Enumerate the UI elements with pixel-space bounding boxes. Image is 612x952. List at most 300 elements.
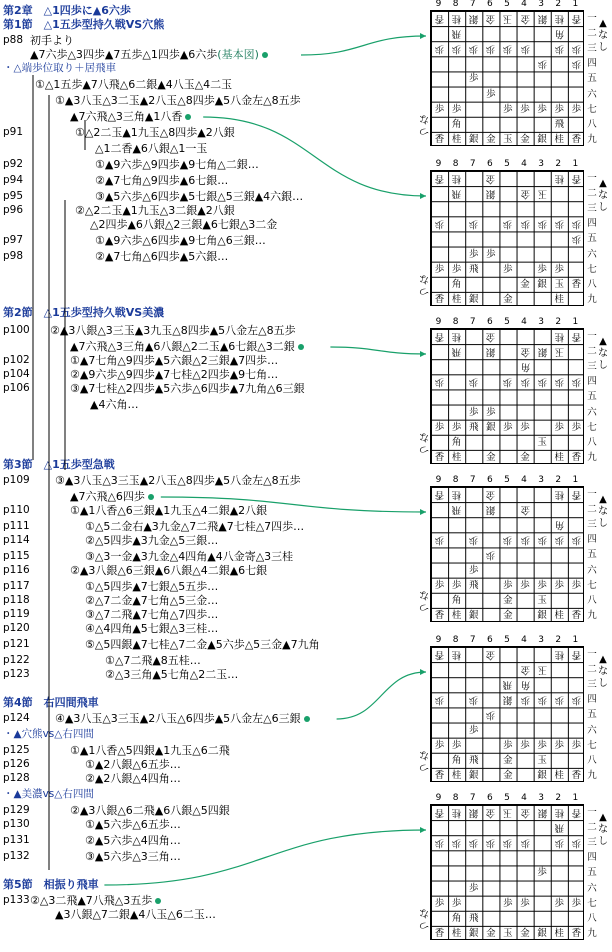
shogi-piece: 桂	[554, 293, 565, 305]
shogi-piece: 桂	[554, 331, 565, 342]
move-sequence: 第4節 右四間飛車	[3, 696, 99, 709]
shogi-piece: 金	[520, 346, 530, 358]
move-sequence: ③▲5六歩△3三角…	[85, 850, 181, 863]
move-sequence: ①▲3八玉△3二玉▲2八玉△8四歩▲5八金左△8五歩	[55, 94, 301, 107]
shogi-piece: 金	[486, 173, 496, 184]
move-text	[3, 787, 94, 802]
board-grid	[430, 10, 584, 146]
shogi-board	[418, 0, 612, 158]
shogi-piece: 銀	[486, 421, 496, 433]
shogi-piece: 角	[520, 679, 530, 691]
shogi-piece: 桂	[451, 13, 462, 24]
move-sequence: ▲7六歩△3四歩▲7五歩△1四歩▲6六歩	[30, 48, 218, 61]
sente-hand: ▲ な し	[598, 178, 608, 213]
rank-label: 四	[587, 534, 597, 546]
shogi-piece: 金	[503, 594, 513, 606]
move-sequence: ▲7六飛△6四歩	[70, 490, 145, 503]
arrow-origin-dot	[298, 344, 304, 350]
move-text	[3, 727, 94, 742]
shogi-piece: 金	[503, 769, 513, 781]
page-number: p121	[3, 638, 30, 650]
file-label: 8	[452, 475, 459, 485]
page-number: p119	[3, 608, 30, 620]
file-label: 3	[538, 159, 545, 169]
page-number: p110	[3, 504, 30, 516]
file-label: 5	[504, 635, 510, 645]
shogi-piece: 歩	[537, 534, 547, 546]
file-label: 7	[469, 159, 476, 169]
file-label: 3	[538, 475, 545, 485]
shogi-piece: 角	[554, 519, 565, 531]
shogi-piece: 歩	[468, 73, 479, 85]
file-label: 1	[572, 0, 579, 9]
rank-label: 九	[587, 769, 597, 781]
shogi-piece: 歩	[434, 897, 445, 909]
rank-label: 六	[587, 564, 597, 576]
page-number: p124	[3, 712, 30, 724]
page-number: p91	[3, 126, 24, 138]
shogi-piece: 桂	[451, 331, 462, 342]
shogi-piece: 銀	[486, 188, 496, 200]
shogi-piece: 歩	[503, 218, 513, 230]
arrow-origin-dot	[185, 114, 191, 120]
page-number: p126	[3, 758, 30, 770]
shogi-piece: 玉	[554, 346, 565, 358]
page-number: p102	[3, 354, 30, 366]
file-label: 4	[521, 0, 527, 9]
shogi-board	[418, 318, 612, 476]
shogi-piece: 銀	[468, 293, 479, 305]
page-number: p123	[3, 668, 30, 680]
move-text	[3, 457, 115, 472]
move-text	[70, 339, 304, 354]
file-label: 4	[521, 159, 527, 169]
move-text	[85, 579, 218, 594]
move-sequence: 第1節 △1五歩型持久戦VS穴熊	[3, 18, 165, 31]
move-text	[95, 249, 228, 264]
page-number: p100	[3, 324, 30, 336]
shogi-piece: 香	[571, 278, 582, 290]
file-label: 1	[572, 475, 579, 485]
shogi-piece: 金	[503, 754, 513, 766]
move-sequence: ②△3二飛▲7八飛△3五歩	[30, 894, 153, 907]
shogi-piece: 歩	[468, 248, 479, 260]
move-text	[105, 653, 201, 668]
shogi-piece: 歩	[571, 694, 582, 706]
rank-label: 二	[587, 822, 597, 834]
shogi-piece: 銀	[537, 609, 547, 621]
file-label: 1	[572, 317, 579, 327]
rank-label: 一	[587, 173, 597, 184]
shogi-piece: 香	[434, 331, 445, 342]
shogi-piece: 歩	[571, 837, 582, 849]
shogi-piece: 桂	[451, 173, 462, 184]
shogi-piece: 歩	[537, 694, 547, 706]
move-sequence: ▲7六飛△3三角▲1八香	[70, 110, 183, 123]
page-number: p109	[3, 474, 30, 486]
shogi-board	[418, 636, 612, 794]
move-sequence: ①△5四歩▲7七銀△5五歩…	[85, 580, 219, 593]
shogi-piece: 桂	[554, 133, 565, 145]
shogi-piece: 歩	[537, 739, 547, 751]
shogi-piece: 歩	[468, 564, 479, 576]
file-label: 6	[486, 475, 493, 485]
shogi-piece: 歩	[468, 694, 479, 706]
shogi-piece: 歩	[503, 534, 513, 546]
gote-hand: つ な	[419, 589, 429, 612]
shogi-piece: 銀	[468, 13, 479, 24]
arrow-origin-dot	[304, 716, 310, 722]
shogi-piece: 桂	[554, 927, 565, 939]
shogi-piece: 玉	[503, 133, 513, 145]
shogi-piece: 歩	[554, 421, 565, 433]
shogi-piece: 玉	[537, 664, 547, 676]
rank-label: 一	[587, 13, 597, 24]
shogi-piece: 銀	[503, 694, 513, 706]
move-sequence: ③△7二飛▲7七角△7四歩…	[85, 608, 219, 621]
page-number: p117	[3, 580, 30, 592]
rank-label: 三	[587, 837, 597, 849]
shogi-piece: 金	[520, 13, 530, 24]
file-label: 6	[486, 159, 493, 169]
move-text	[55, 907, 216, 922]
shogi-piece: 金	[486, 489, 496, 500]
file-label: 7	[469, 475, 476, 485]
rank-label: 五	[587, 867, 597, 879]
move-sequence: ③▲5六歩△6四歩▲5七銀△5三銀▲4六銀…	[95, 190, 304, 203]
shogi-piece: 香	[434, 13, 445, 24]
move-text	[3, 695, 99, 710]
rank-label: 四	[587, 218, 597, 230]
file-label: 6	[486, 635, 493, 645]
rank-label: 五	[587, 73, 597, 85]
shogi-piece: 飛	[451, 504, 462, 516]
file-label: 9	[435, 793, 442, 803]
move-text	[95, 141, 207, 156]
file-label: 3	[538, 793, 545, 803]
move-text	[90, 217, 277, 232]
shogi-piece: 角	[554, 28, 565, 40]
shogi-piece: 歩	[554, 837, 565, 849]
file-label: 5	[504, 317, 510, 327]
move-sequence: ▲7六飛△3三角▲6八銀△2二玉▲6七銀△3二銀	[70, 340, 295, 353]
shogi-piece: 銀	[468, 769, 479, 781]
shogi-piece: 歩	[520, 534, 530, 546]
shogi-piece: 歩	[571, 897, 582, 909]
move-text	[85, 593, 218, 608]
file-label: 8	[452, 0, 459, 9]
shogi-piece: 歩	[503, 376, 513, 388]
shogi-piece: 歩	[468, 218, 479, 230]
rank-label: 一	[587, 649, 597, 660]
shogi-piece: 歩	[537, 867, 547, 879]
move-sequence: ②△5四歩▲3九金△5三銀…	[85, 534, 219, 547]
move-sequence: ①△1五歩▲7八飛△6二銀▲4八玉△4二玉	[35, 78, 233, 91]
shogi-piece: 玉	[503, 807, 513, 818]
move-sequence: ②▲5六歩△4四角…	[85, 834, 181, 847]
arrow-origin-dot	[148, 494, 154, 500]
move-text	[95, 173, 228, 188]
shogi-piece: 歩	[554, 376, 565, 388]
rank-label: 四	[587, 58, 597, 70]
move-sequence: ②▲7七角△6四歩▲5六銀…	[95, 250, 229, 263]
move-sequence: ②▲3八銀△6二飛▲6八銀△5四銀	[70, 804, 230, 817]
shogi-piece: 歩	[486, 549, 496, 561]
page-number: p111	[3, 520, 30, 532]
move-sequence: ①△2二玉▲1九玉△8四歩▲2八銀	[75, 126, 235, 139]
move-text	[3, 877, 99, 892]
shogi-piece: 桂	[554, 649, 565, 660]
shogi-piece: 歩	[537, 58, 547, 70]
move-text	[70, 381, 305, 396]
file-label: 9	[435, 317, 442, 327]
file-label: 8	[452, 159, 459, 169]
shogi-piece: 金	[503, 293, 513, 305]
shogi-piece: 歩	[434, 43, 445, 55]
shogi-board	[418, 794, 612, 952]
move-sequence: 第3節 △1五歩型急戦	[3, 458, 115, 471]
file-label: 7	[469, 793, 476, 803]
move-sequence: ・▲美濃vs△右四間	[3, 788, 94, 800]
shogi-piece: 角	[451, 118, 462, 130]
rank-label: 七	[587, 263, 597, 275]
rank-label: 七	[587, 897, 597, 909]
rank-label: 七	[587, 579, 597, 591]
page-number: p132	[3, 850, 30, 862]
shogi-piece: 歩	[434, 263, 445, 275]
move-text	[70, 503, 267, 518]
shogi-piece: 香	[571, 331, 582, 342]
move-sequence: ①▲7七角△9四歩▲5六銀△2三銀▲7四歩…	[70, 354, 279, 367]
shogi-piece: 角	[520, 361, 530, 373]
file-label: 5	[504, 475, 510, 485]
file-label: 3	[538, 317, 545, 327]
shogi-piece: 金	[520, 451, 530, 463]
rank-label: 八	[587, 912, 597, 924]
shogi-piece: 歩	[434, 694, 445, 706]
sente-hand: ▲ な し	[598, 336, 608, 371]
shogi-piece: 歩	[451, 579, 462, 591]
shogi-piece: 歩	[571, 43, 582, 55]
rank-label: 八	[587, 278, 597, 290]
rank-label: 三	[587, 203, 597, 215]
move-text	[95, 157, 259, 172]
file-label: 6	[486, 793, 493, 803]
move-sequence: ・▲穴熊vs△右四間	[3, 728, 94, 740]
rank-label: 七	[587, 739, 597, 751]
shogi-board	[418, 160, 612, 318]
shogi-piece: 歩	[434, 534, 445, 546]
move-text	[85, 607, 218, 622]
rank-label: 二	[587, 504, 597, 516]
file-label: 7	[469, 317, 476, 327]
page-number: p116	[3, 564, 30, 576]
shogi-piece: 歩	[554, 739, 565, 751]
file-label: 9	[435, 159, 442, 169]
move-text	[75, 125, 235, 140]
page-number: p94	[3, 174, 24, 186]
rank-label: 一	[587, 331, 597, 342]
shogi-piece: 歩	[468, 837, 479, 849]
shogi-piece: 歩	[503, 897, 513, 909]
file-label: 2	[555, 793, 562, 803]
arrow-origin-dot	[262, 52, 268, 58]
shogi-piece: 金	[503, 609, 513, 621]
move-text	[70, 743, 230, 758]
move-text	[85, 533, 218, 548]
shogi-piece: 桂	[451, 927, 462, 939]
move-text	[95, 233, 266, 248]
rank-label: 九	[587, 451, 597, 463]
shogi-piece: 香	[571, 609, 582, 621]
rank-label: 二	[587, 346, 597, 358]
shogi-piece: 金	[486, 451, 496, 463]
page-number: p98	[3, 250, 24, 262]
shogi-piece: 歩	[520, 579, 530, 591]
shogi-piece: 桂	[554, 609, 565, 621]
shogi-piece: 歩	[554, 218, 565, 230]
shogi-piece: 香	[434, 293, 445, 305]
shogi-piece: 歩	[554, 694, 565, 706]
move-text	[85, 519, 304, 534]
page-number: p133	[3, 894, 30, 906]
shogi-piece: 歩	[503, 103, 513, 115]
rank-label: 五	[587, 391, 597, 403]
gote-hand: つ な	[419, 273, 429, 296]
shogi-piece: 角	[451, 594, 462, 606]
rank-label: 六	[587, 248, 597, 260]
page-number: p104	[3, 368, 30, 380]
shogi-piece: 歩	[554, 534, 565, 546]
file-label: 6	[486, 317, 493, 327]
move-text	[85, 549, 293, 564]
page-number: p92	[3, 158, 24, 170]
shogi-piece: 桂	[554, 489, 565, 500]
shogi-piece: 歩	[537, 263, 547, 275]
file-label: 7	[469, 635, 476, 645]
move-sequence: ①▲1八香△6三銀▲1九玉△4二銀▲2八銀	[70, 504, 268, 517]
shogi-piece: 金	[486, 13, 496, 24]
shogi-piece: 金	[520, 133, 530, 145]
page-number: p106	[3, 382, 30, 394]
shogi-piece: 歩	[468, 43, 479, 55]
shogi-piece: 金	[520, 278, 530, 290]
rank-label: 二	[587, 664, 597, 676]
gote-hand: つ な	[419, 431, 429, 454]
shogi-piece: 歩	[503, 837, 513, 849]
shogi-piece: 桂	[451, 807, 462, 818]
shogi-piece: 飛	[554, 118, 565, 130]
move-sequence: ③△3一金▲3九金△4四角▲4八金寄△3三桂	[85, 550, 294, 563]
shogi-piece: 歩	[486, 88, 496, 100]
shogi-piece: 香	[434, 769, 445, 781]
shogi-piece: 銀	[537, 346, 547, 358]
rank-label: 三	[587, 679, 597, 691]
page-number: p128	[3, 772, 30, 784]
shogi-piece: 歩	[486, 709, 496, 721]
shogi-piece: 歩	[537, 376, 547, 388]
move-text	[35, 77, 232, 92]
file-label: 4	[521, 475, 527, 485]
rank-label: 七	[587, 103, 597, 115]
shogi-piece: 銀	[486, 346, 496, 358]
move-text	[85, 771, 181, 786]
rank-label: 八	[587, 754, 597, 766]
shogi-piece: 歩	[571, 579, 582, 591]
shogi-piece: 歩	[451, 43, 462, 55]
sente-hand: ▲ な し	[598, 18, 608, 53]
move-sequence: 第5節 相振り飛車	[3, 878, 99, 891]
file-label: 2	[555, 635, 562, 645]
shogi-piece: 金	[486, 649, 496, 660]
move-text	[55, 93, 301, 108]
move-sequence: ⑤△5四銀▲7七桂△7二金▲5六歩△5三金▲7九角	[85, 638, 320, 651]
shogi-piece: 歩	[451, 103, 462, 115]
shogi-piece: 歩	[503, 739, 513, 751]
shogi-piece: 歩	[468, 376, 479, 388]
shogi-piece: 歩	[434, 103, 445, 115]
move-sequence: ②▲3八銀△6三銀▲6八銀△4二銀▲6七銀	[70, 564, 268, 577]
move-sequence: △1二香▲6八銀△1一玉	[95, 142, 208, 155]
shogi-piece: 歩	[434, 579, 445, 591]
shogi-piece: 歩	[451, 739, 462, 751]
shogi-piece: 歩	[571, 739, 582, 751]
shogi-piece: 銀	[486, 504, 496, 516]
shogi-piece: 歩	[503, 579, 513, 591]
move-sequence: ・△端歩位取り＋居飛車	[3, 62, 117, 74]
sente-hand: ▲ な し	[598, 812, 608, 847]
board-grid	[430, 486, 584, 622]
shogi-piece: 香	[571, 769, 582, 781]
file-label: 9	[435, 635, 442, 645]
shogi-piece: 香	[434, 133, 445, 145]
shogi-piece: 香	[571, 133, 582, 145]
shogi-piece: 歩	[554, 263, 565, 275]
shogi-piece: 香	[434, 927, 445, 939]
gote-hand: つ な	[419, 113, 429, 136]
file-label: 4	[521, 635, 527, 645]
file-label: 5	[504, 0, 510, 9]
shogi-piece: 歩	[554, 103, 565, 115]
file-label: 2	[555, 475, 562, 485]
move-sequence: ②▲2八銀△4四角…	[85, 772, 181, 785]
move-text	[70, 489, 154, 504]
rank-label: 三	[587, 519, 597, 531]
file-label: 1	[572, 635, 579, 645]
move-text	[55, 473, 301, 488]
shogi-piece: 歩	[537, 218, 547, 230]
shogi-piece: 金	[520, 807, 530, 818]
file-label: 2	[555, 0, 562, 9]
page-number: p118	[3, 594, 30, 606]
rank-label: 五	[587, 233, 597, 245]
move-sequence: ②▲3八銀△3三玉▲3九玉△8四歩▲5八金左△8五歩	[50, 324, 296, 337]
shogi-piece: 香	[434, 649, 445, 660]
move-text	[85, 637, 320, 652]
file-label: 3	[538, 635, 545, 645]
shogi-piece: 歩	[537, 103, 547, 115]
rank-label: 二	[587, 28, 597, 40]
shogi-piece: 角	[451, 754, 462, 766]
shogi-piece: 桂	[554, 807, 565, 818]
move-text	[3, 17, 164, 32]
shogi-piece: 香	[571, 451, 582, 463]
sente-hand: ▲ な し	[598, 654, 608, 689]
shogi-piece: 香	[434, 807, 445, 818]
rank-label: 六	[587, 724, 597, 736]
rank-label: 二	[587, 188, 597, 200]
shogi-piece: 銀	[537, 278, 547, 290]
